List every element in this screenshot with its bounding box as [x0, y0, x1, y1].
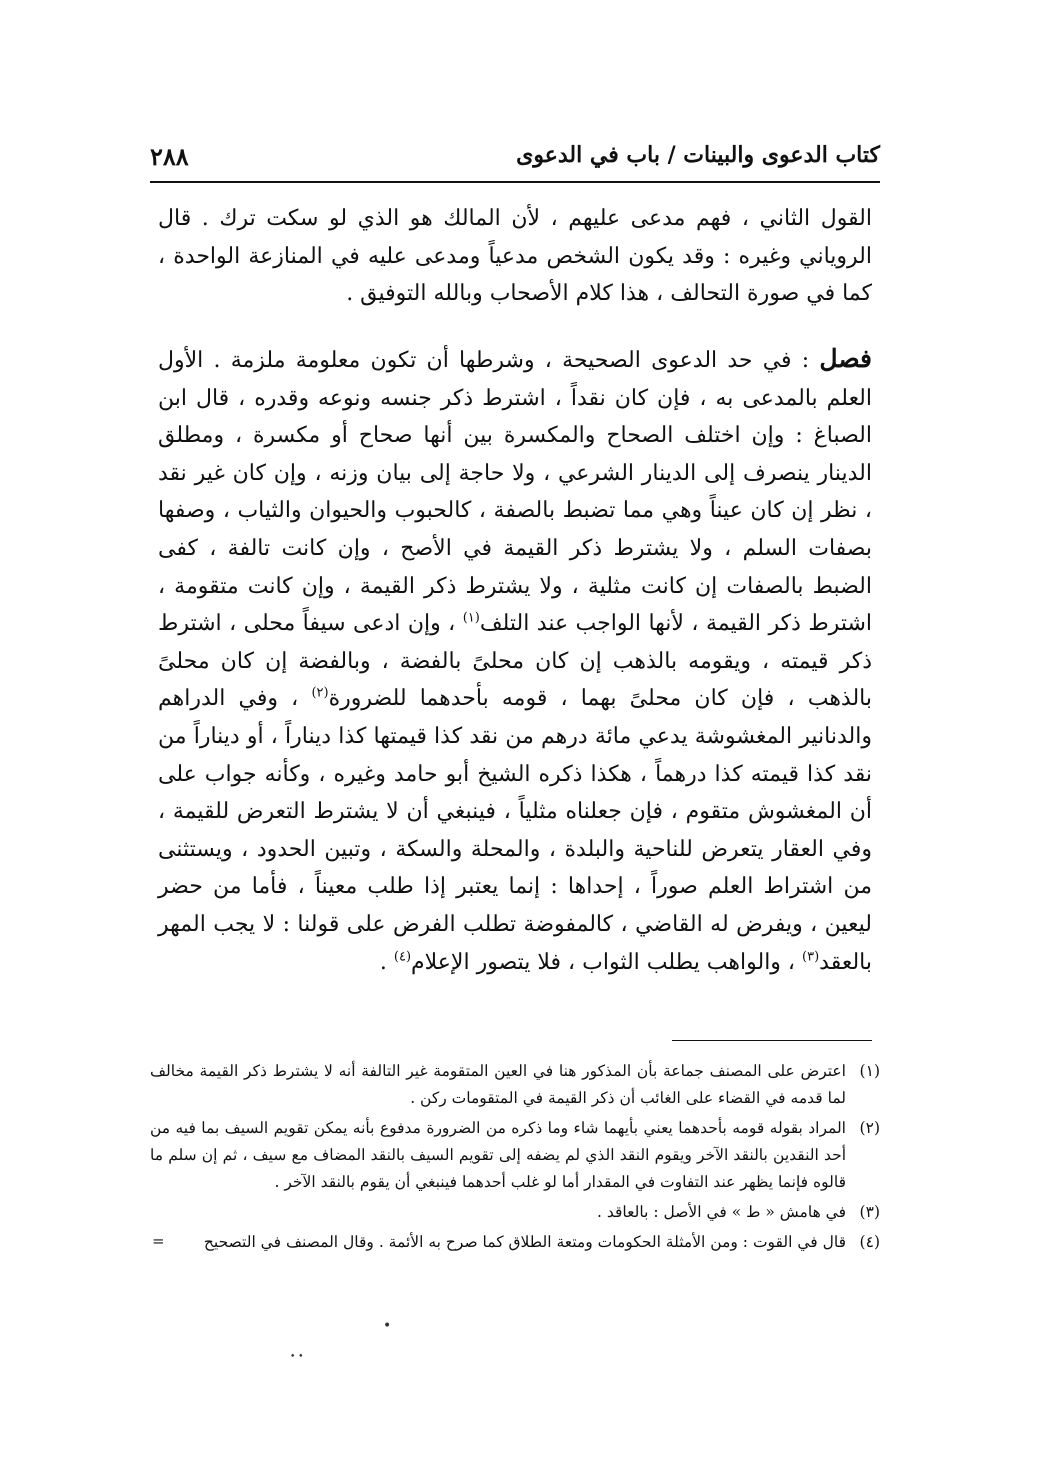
footnote-ref-1[interactable]: (١) [462, 610, 480, 626]
paragraph-2-text-a: : في حد الدعوى الصحيحة ، وشرطها أن تكون معلومة ملزمة . الأول العلم بالمدعى به ، فإن كان نقداً ، اشترط ذكر جنسه ونوعه وقدره ، قال ابن الصباغ : وإن اختلف الصحاح والمكسرة بين أنها صحاح أو مكسرة ، ومطلق الدينار ينصرف إلى الدينار الشرعي ، ولا حاجة إلى بيان وزنه ، وإن كان غير نقد ، نظر إن كان عيناً وهي مما تضبط بالصفة ، كالحبوب والحيوان والثياب ، وصفها بصفات السلم ، ولا يشترط ذكر القيمة في الأصح ، وإن كانت تالفة ، كفى الضبط بالصفات إن كانت مثلية ، ولا يشترط ذكر القيمة ، وإن كانت متقومة ، اشترط ذكر القيمة ، لأنها الواجب عند التلف [158, 348, 872, 637]
footnote-number: (١) [859, 1062, 880, 1080]
paragraph-2-text-e: . [379, 949, 394, 975]
continuation-mark: = [152, 1232, 165, 1250]
print-speck: • • [290, 1352, 304, 1362]
paragraph-2-text-b: ، وإن ادعى سيفاً محلى ، اشترط ذكر قيمته ، ويقومه بالذهب إن كان محلىً بالفضة ، وبالفضة إن كان محلىً بالذهب ، فإن كان محلىً بهما ، قومه بأحدهما للضرورة [158, 611, 873, 712]
footnote-ref-3[interactable]: (٣) [802, 949, 820, 965]
paragraph-1: القول الثاني ، فهم مدعى عليهم ، لأن المالك هو الذي لو سكت ترك . قال الروياني وغيره : وقد يكون الشخص مدعياً ومدعى عليه في المنازعة الواحدة ، كما في صورة التحالف ، هذا كلام الأصحاب وبالله التوفيق . [158, 206, 872, 307]
footnote-ref-4[interactable]: (٤) [393, 949, 412, 965]
section-heading-word: فصل [819, 344, 872, 373]
paragraph-2 [158, 340, 872, 981]
footnote-3 [150, 1199, 880, 1226]
paragraph-2-text-c: ، وفي الدراهم والدنانير المغشوشة يدعي مائة درهم من نقد كذا قيمتها كذا ديناراً ، أو ديناراً من نقد كذا قيمته كذا درهماً ، هكذا ذكره الشيخ أبو حامد وغيره ، وكأنه جواب على أن المغشوش متقوم ، فإن جعلناه مثلياً ، فينبغي أن لا يشترط التعرض للقيمة ، وفي العقار يتعرض للناحية والبلدة ، والمحلة والسكة ، وتبين الحدود ، ويستثنى من اشتراط العلم صوراً ، إحداها : إنما يعتبر إذا طلب معيناً ، فأما من حضر ليعين ، ويفرض له القاضي ، كالمفوضة تطلب الفرض على قولنا : لا يجب المهر بالعقد [158, 686, 872, 975]
footnote-4 [150, 1229, 880, 1256]
chapter-title: كتاب الدعوى والبينات / باب في الدعوى [516, 142, 880, 168]
footnote-ref-2[interactable]: (٢) [311, 686, 329, 702]
footnote-text: في هامش « ط » في الأصل : بالعاقد . [597, 1203, 846, 1221]
footnote-text: المراد بقوله قومه بأحدهما يعني بأيهما شاء وما ذكره من الضرورة مدفوع بأنه يمكن تقويم السيف بما فيه من أحد النقدين بالنقد الآخر ويقوم النقد الذي لم يضفه إلى تقويم السيف بالنقد المضاف مع سيف ، ثم إن سلم ما قالوه فإنما يظهر عند التفاوت في المقدار أما لو غلب أحدهما فينبغي أن يقوم بالنقد الآخر . [150, 1119, 846, 1191]
running-header [150, 140, 880, 180]
footnote-divider [672, 1040, 872, 1041]
footnote-text: اعترض على المصنف جماعة بأن المذكور هنا في العين المتقومة غير التالفة أنه لا يشترط ذكر القيمة مخالف لما قدمه في القضاء على الغائب أن ذكر القيمة في المتقومات ركن . [150, 1062, 846, 1107]
footnote-1 [150, 1058, 880, 1112]
paragraph-2-text-d: ، والواهب يطلب الثواب ، فلا يتصور الإعلام [411, 949, 803, 975]
footnote-2 [150, 1115, 880, 1196]
footnote-number: (٢) [859, 1119, 880, 1137]
footnote-text: قال في القوت : ومن الأمثلة الحكومات ومتعة الطلاق كما صرح به الأئمة . وقال المصنف في التصحيح [203, 1233, 846, 1251]
page-number: ٢٨٨ [150, 142, 189, 171]
header-divider [150, 181, 880, 183]
print-speck: • [383, 1318, 392, 1334]
footnote-number: (٣) [859, 1203, 880, 1221]
footnote-number: (٤) [859, 1233, 880, 1251]
footnotes-section [150, 1058, 880, 1259]
